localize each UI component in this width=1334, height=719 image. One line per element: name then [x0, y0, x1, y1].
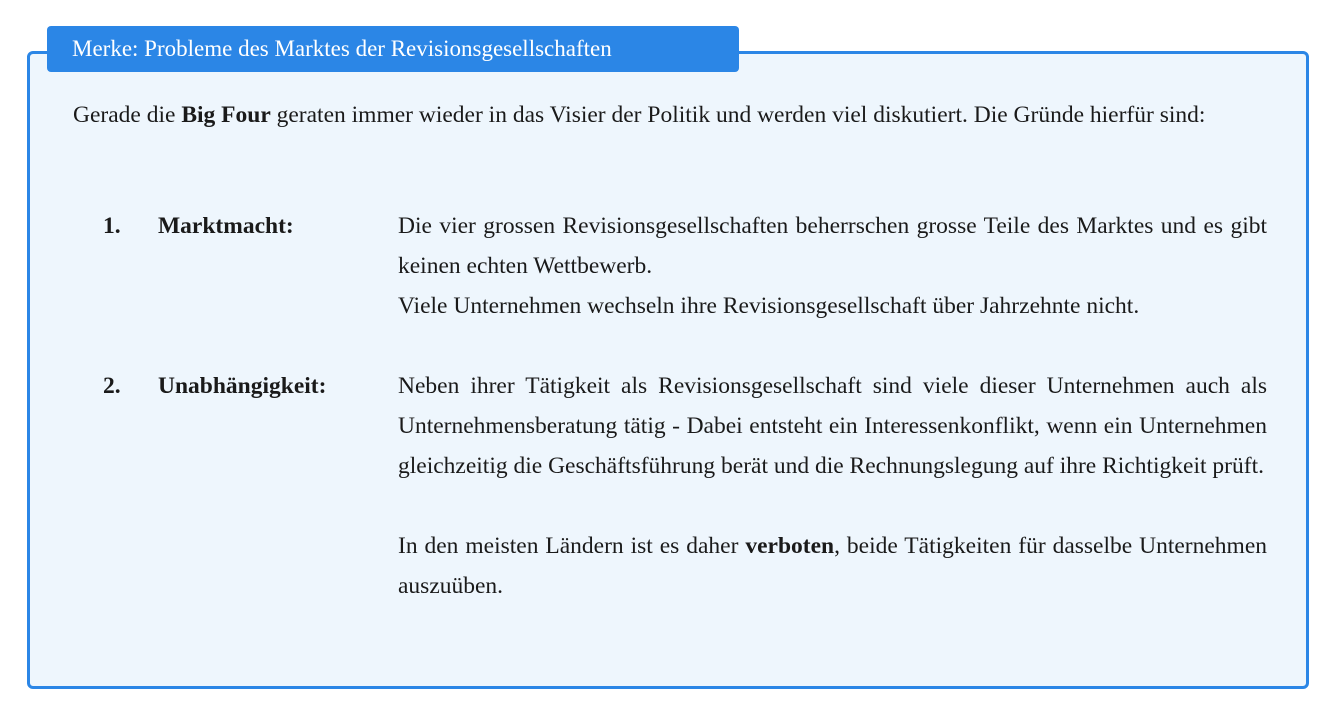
item-number-2: 2. [103, 373, 121, 399]
intro-text-post: geraten immer wieder in das Visier der Politik und werden viel diskutiert. Die Gründe hierfür sind: [270, 102, 1206, 128]
item-term-marktmacht: Marktmacht: [158, 213, 294, 239]
note-box-title: Merke: Probleme des Marktes der Revisionsgesellschaften [47, 26, 739, 72]
item-term-unabhaengigkeit: Unabhängigkeit: [158, 373, 327, 399]
item-paragraph-post: , beide Tätigkeiten für dasselbe Unternehmen auszuüben. [398, 533, 1267, 599]
intro-text-bold: Big Four [181, 102, 271, 128]
item-description-unabhaengigkeit [398, 366, 1267, 606]
item-paragraph: Neben ihrer Tätigkeit als Revisionsgesellschaft sind viele dieser Unternehmen auch als Unternehmensberatung tätig - Dabei entsteht ein Interessenkonflikt, wenn ein Unternehmen gleichzeitig die Geschäftsführung berät und die Rechnungslegung auf ihre Richtigkeit prüft. [398, 373, 1267, 479]
intro-paragraph [73, 95, 1267, 135]
item-paragraph [398, 526, 1267, 606]
item-paragraph-pre: In den meisten Ländern ist es daher [398, 533, 746, 559]
item-paragraph-bold: verboten [745, 533, 835, 559]
item-description-marktmacht [398, 206, 1267, 326]
intro-text-pre: Gerade die [73, 102, 182, 128]
item-paragraph: Viele Unternehmen wechseln ihre Revisionsgesellschaft über Jahrzehnte nicht. [398, 293, 1140, 319]
item-number-1: 1. [103, 213, 121, 239]
item-paragraph: Die vier grossen Revisionsgesellschaften beherrschen grosse Teile des Marktes und es gibt keinen echten Wettbewerb. [398, 213, 1267, 279]
